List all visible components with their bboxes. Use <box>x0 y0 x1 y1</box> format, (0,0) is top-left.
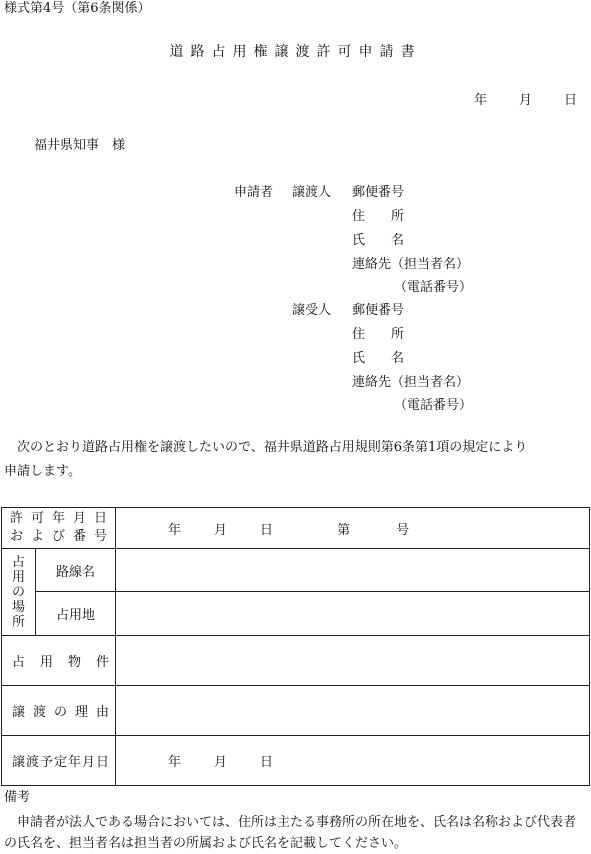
transferor-address: 住 所 <box>352 209 405 224</box>
transferee-phone: （電話番号） <box>394 398 473 413</box>
request-text-line-2: 申請します。 <box>4 464 81 479</box>
table-row-item <box>2 636 590 686</box>
scheduled-day: 日 <box>260 755 274 770</box>
transferee-label: 譲受人 <box>292 303 332 318</box>
permit-number-prefix: 第 <box>337 522 351 538</box>
addressee: 福井県知事 様 <box>34 138 126 153</box>
scheduled-date-field[interactable] <box>116 736 590 786</box>
table-row-route <box>2 549 590 592</box>
application-date <box>474 94 577 107</box>
permit-number-suffix: 号 <box>396 522 410 538</box>
location-label: 占 用 の 場 所 <box>2 549 36 636</box>
date-year: 年 <box>473 93 487 108</box>
table-row-scheduled-date <box>2 736 590 786</box>
occupied-item-label: 占用物件 <box>2 636 116 686</box>
remarks-body: 申請者が法人である場合においては、住所は主たる事務所の所在地を、氏名は名称および代表者の氏名を、担当者名は担当者の所属および氏名を記載してください。 <box>4 815 577 851</box>
form-number: 様式第4号（第6条関係） <box>4 1 151 16</box>
applicant-label: 申請者 <box>234 185 274 200</box>
remarks-title: 備考 <box>4 790 31 805</box>
permit-label-line-2: および番号 <box>10 529 108 544</box>
transferee-name: 氏 名 <box>352 351 405 366</box>
permit-day: 日 <box>260 522 274 538</box>
table-row-reason <box>2 686 590 736</box>
transfer-reason-label: 譲渡の理由 <box>2 686 116 736</box>
occupied-land-field[interactable] <box>116 592 590 636</box>
route-name-label: 路線名 <box>36 549 116 592</box>
transferor-phone: （電話番号） <box>394 280 473 295</box>
date-day: 日 <box>563 93 577 108</box>
scheduled-month: 月 <box>214 755 228 770</box>
transferee-postal-code: 郵便番号 <box>352 303 405 318</box>
table-row-land <box>2 592 590 636</box>
transferee-address: 住 所 <box>352 327 405 342</box>
date-month: 月 <box>518 93 532 108</box>
permit-label-line-1: 許可年月日 <box>10 511 108 526</box>
permit-month: 月 <box>214 522 228 538</box>
route-name-field[interactable] <box>116 549 590 592</box>
transferee-contact: 連絡先（担当者名） <box>352 375 470 390</box>
occupied-land-label: 占用地 <box>36 592 116 636</box>
transfer-reason-field[interactable] <box>116 686 590 736</box>
permit-label-cell <box>2 508 116 549</box>
occupied-item-field[interactable] <box>116 636 590 686</box>
scheduled-year: 年 <box>168 755 182 770</box>
permit-value-cell[interactable] <box>116 508 590 549</box>
transferor-label: 譲渡人 <box>292 185 332 200</box>
transferor-postal-code: 郵便番号 <box>352 185 405 200</box>
transferor-contact: 連絡先（担当者名） <box>352 257 470 272</box>
table-row-permit <box>2 508 590 549</box>
request-text-line-1: 次のとおり道路占用権を譲渡したいので、福井県道路占用規則第6条第1項の規定により <box>17 440 528 455</box>
page-title: 道路占用権譲渡許可申請書 <box>169 44 422 60</box>
application-table <box>1 507 590 786</box>
permit-year: 年 <box>168 522 182 538</box>
scheduled-date-label: 譲渡予定年月日 <box>2 736 116 786</box>
transferor-name: 氏 名 <box>352 233 405 248</box>
